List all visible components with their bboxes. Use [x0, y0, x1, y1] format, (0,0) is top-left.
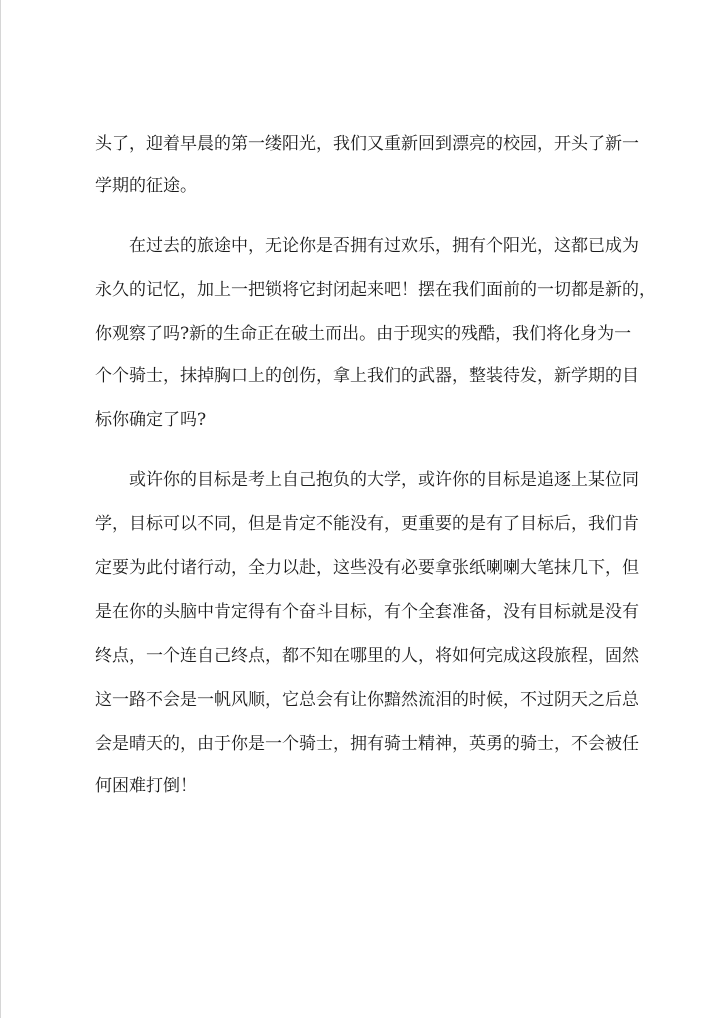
text-line: 个个骑士，抹掉胸口上的创伤，拿上我们的武器，整装待发，新学期的目	[95, 366, 639, 386]
text-line: 头了，迎着早晨的第一缕阳光，我们又重新回到漂亮的校园，开头了新一	[95, 134, 639, 154]
text-line: 标你确定了吗?	[95, 410, 207, 430]
text-line: 你观察了吗?新的生命正在破土而出。由于现实的残酷，我们将化身为一	[95, 324, 632, 344]
text-line: 会是晴天的，由于你是一个骑士，拥有骑士精神，英勇的骑士，不会被任	[95, 734, 639, 754]
paragraph-start-line: 在过去的旅途中，无论你是否拥有过欢乐，拥有个阳光，这都已成为	[129, 236, 639, 256]
page-edge	[0, 0, 1, 1018]
text-line: 学，目标可以不同，但是肯定不能没有，更重要的是有了目标后，我们肯	[95, 514, 639, 534]
text-line: 是在你的头脑中肯定得有个奋斗目标，有个全套准备，没有目标就是没有	[95, 602, 639, 622]
text-line: 终点，一个连自己终点，都不知在哪里的人，将如何完成这段旅程，固然	[95, 646, 639, 666]
text-line: 这一路不会是一帆风顺，它总会有让你黯然流泪的时候，不过阴天之后总	[95, 690, 639, 710]
text-line: 学期的征途。	[95, 176, 197, 196]
text-line: 永久的记忆，加上一把锁将它封闭起来吧！摆在我们面前的一切都是新的，	[95, 280, 656, 300]
text-line: 何困难打倒！	[95, 776, 197, 796]
paragraph-start-line: 或许你的目标是考上自己抱负的大学，或许你的目标是追逐上某位同	[129, 470, 639, 490]
text-line: 定要为此付诸行动，全力以赴，这些没有必要拿张纸喇喇大笔抹几下，但	[95, 558, 639, 578]
